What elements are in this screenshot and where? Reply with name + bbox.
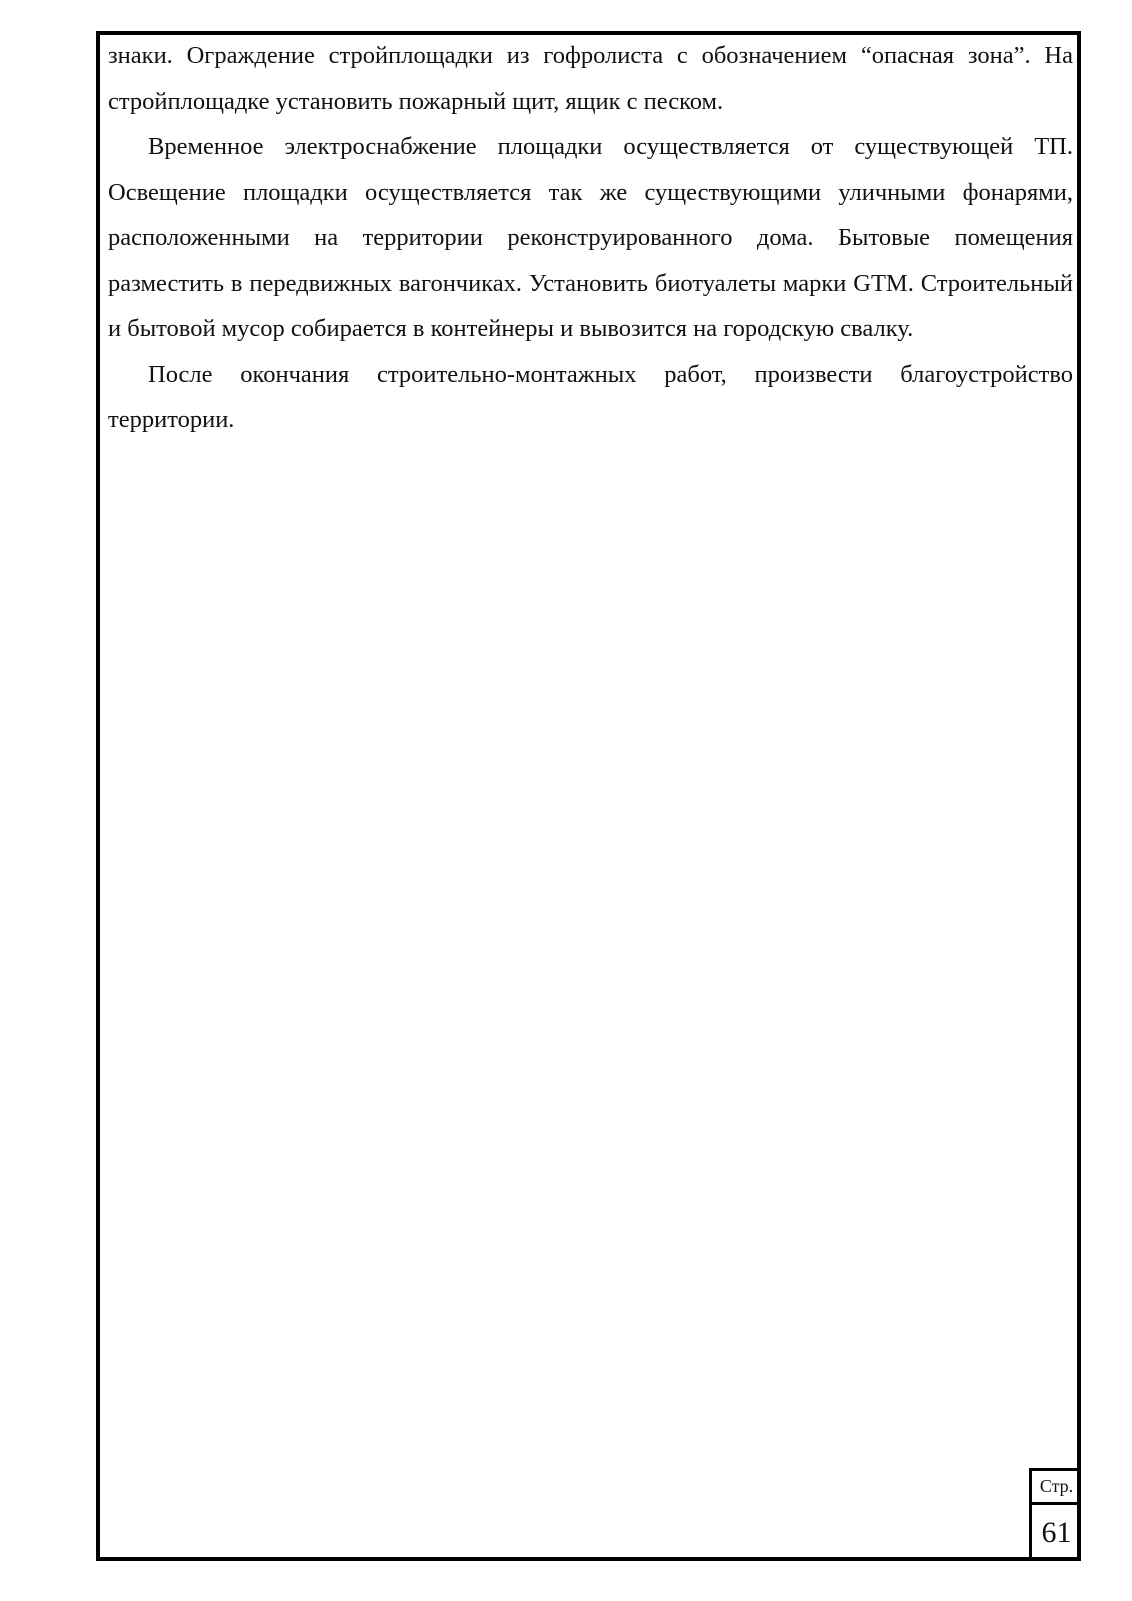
paragraph-continuation: знаки. Ограждение стройплощадки из гофролиста с обозначением “опасная зона”. На стройплощадке установить пожарный щит, ящик с песком. — [108, 42, 1073, 115]
page-label: Стр. — [1032, 1471, 1081, 1505]
page-number: 61 — [1041, 1516, 1072, 1549]
page-number-stamp — [1029, 1468, 1081, 1561]
paragraph-power-supply: Временное электроснабжение площадки осуществляется от существующей ТП. Освещение площадки осуществляется так же существующими уличными фонарями, расположенными на территории реконструированного дома. Бытовые помещения разместить в передвижных вагончиках. Установить биотуалеты марки GTM. Строительный и бытовой мусор собирается в контейнеры и вывозится на городскую свалку. — [108, 133, 1073, 342]
paragraph-landscaping: После окончания строительно-монтажных работ, произвести благоустройство территории. — [108, 360, 1073, 433]
body-text — [108, 33, 1073, 443]
